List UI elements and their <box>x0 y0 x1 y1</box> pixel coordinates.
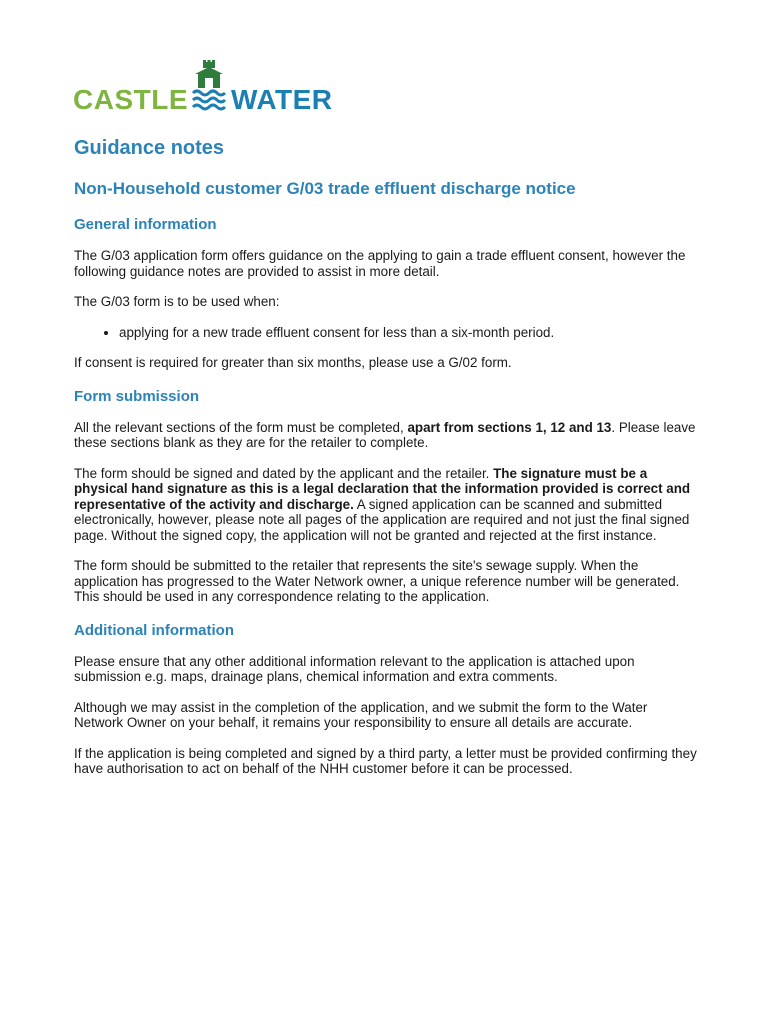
text-run: All the relevant sections of the form must be completed, <box>74 419 408 435</box>
bold-text-run: The signature must be a physical hand signature as this is a legal declaration that the information provided is correct and representative of the activity and discharge. <box>74 465 691 512</box>
submission-paragraph-1 <box>74 420 699 451</box>
logo-water-text: WATER <box>231 84 333 115</box>
additional-paragraph-3: If the application is being completed and signed by a third party, a letter must be provided confirming they have authorisation to act on behalf of the NHH customer before it can be processed. <box>74 745 697 776</box>
usage-bullet-list <box>74 325 699 341</box>
text-run: . Please leave these sections blank as they are for the retailer to complete. <box>74 419 696 450</box>
page-subtitle: Non-Household customer G/03 trade effluent discharge notice <box>74 179 576 198</box>
general-information-heading: General information <box>74 216 217 233</box>
castle-waves-icon <box>189 60 229 116</box>
page-title: Guidance notes <box>74 137 225 159</box>
bold-text-run: apart from sections 1, 12 and 13 <box>407 419 612 435</box>
submission-paragraph-2 <box>74 466 699 544</box>
additional-paragraph-2: Although we may assist in the completion of the application, and we submit the form to the Water Network Owner on your behalf, it remains your responsibility to ensure all details are accurate. <box>74 699 648 730</box>
logo-castle-text: CASTLE <box>73 84 188 115</box>
list-item: • applying for a new trade effluent consent for less than a six-month period. <box>119 325 699 341</box>
text-run: A signed application can be scanned and submitted electronically, however, please note all pages of the application are required and not just the final signed page. Without the signed copy, the application will not be granted and rejected at the first instance. <box>74 496 690 543</box>
general-paragraph-3: If consent is required for greater than six months, please use a G/02 form. <box>74 355 512 370</box>
submission-paragraph-3: The form should be submitted to the retailer that represents the site's sewage supply. When the application has progressed to the Water Network owner, a unique reference number will be generated. This should be used in any correspondence relating to the application. <box>74 558 680 604</box>
additional-paragraph-1: Please ensure that any other additional information relevant to the application is attached upon submission e.g. maps, drainage plans, chemical information and extra comments. <box>74 653 635 684</box>
general-paragraph-1: The G/03 application form offers guidance on the applying to gain a trade effluent consent, however the following guidance notes are provided to assist in more detail. <box>74 248 686 279</box>
document-content <box>74 136 699 777</box>
additional-information-heading: Additional information <box>74 621 234 639</box>
form-submission-heading: Form submission <box>74 387 200 405</box>
text-run: The form should be signed and dated by the applicant and the retailer. <box>74 465 494 481</box>
general-paragraph-2: The G/03 form is to be used when: <box>74 294 280 309</box>
